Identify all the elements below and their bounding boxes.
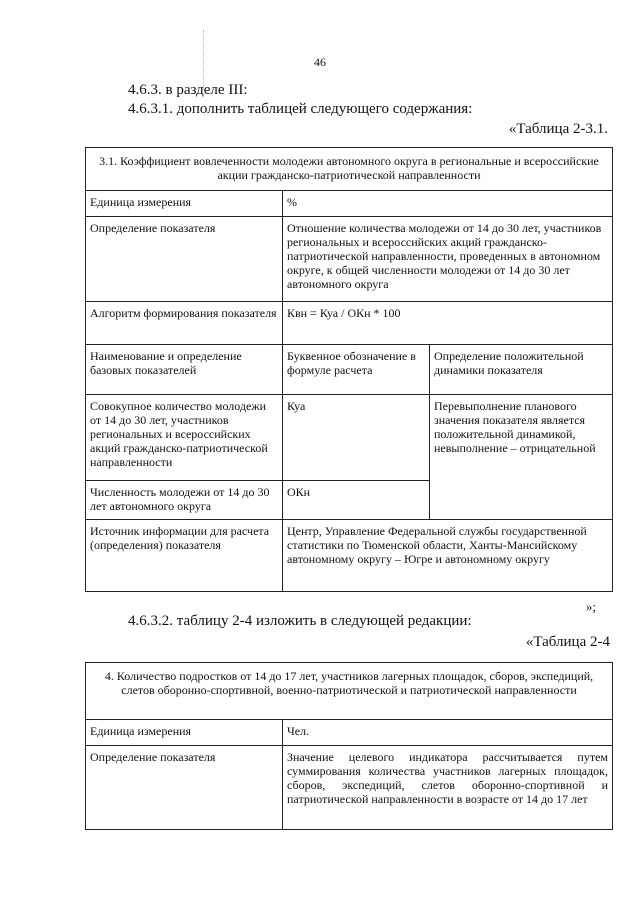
- algorithm-value: Квн = Куа / ОКн * 100: [283, 302, 613, 345]
- definition-value: Значение целевого индикатора рассчитывается путем суммирования количества участников лагерных площадок, сборов, экспедиций, слетов оборонно-спортивной и патриотической направленности в возрасте от 14 до 17 лет: [283, 746, 613, 830]
- empty-cell: [430, 481, 613, 520]
- base-indicators-label: Наименование и определение базовых показателей: [86, 345, 283, 395]
- unit-value: Чел.: [283, 720, 613, 746]
- section-heading: 4.6.3. в разделе III:: [128, 82, 248, 98]
- dynamics-column-header: Определение положительной динамики показателя: [430, 345, 613, 395]
- unit-value: %: [283, 191, 613, 217]
- page-number: 46: [314, 55, 326, 69]
- source-label: Источник информации для расчета (определения) показателя: [86, 520, 283, 592]
- algorithm-label: Алгоритм формирования показателя: [86, 302, 283, 345]
- table-label: «Таблица 2-4: [525, 634, 610, 650]
- table-title: 4. Количество подростков от 14 до 17 лет, участников лагерных площадок, сборов, экспедиций, слетов оборонно-спортивной, военно-патриотической и патриотической направленности: [86, 663, 613, 720]
- table-closing-quote: »;: [585, 599, 596, 614]
- definition-label: Определение показателя: [86, 746, 283, 830]
- indicator-table-2-4: [85, 662, 613, 830]
- unit-label: Единица измерения: [86, 720, 283, 746]
- base-indicator-dynamics: Перевыполнение планового значения показателя является положительной динамикой, невыполнение – отрицательной: [430, 395, 613, 481]
- base-indicator-symbol: ОКн: [283, 481, 430, 520]
- unit-label: Единица измерения: [86, 191, 283, 217]
- base-indicator-symbol: Куа: [283, 395, 430, 481]
- base-indicator-name: Совокупное количество молодежи от 14 до 30 лет, участников региональных и всероссийских акций гражданско-патриотической направленности: [86, 395, 283, 481]
- base-indicator-name: Численность молодежи от 14 до 30 лет автономного округа: [86, 481, 283, 520]
- definition-value: Отношение количества молодежи от 14 до 30 лет, участников региональных и всероссийских акций гражданско-патриотической направленности, проведенных в автономном округе, к общей численности молодежи от 14 до 30 лет автономного округа: [283, 217, 613, 302]
- instruction-heading: 4.6.3.2. таблицу 2-4 изложить в следующей редакции:: [128, 613, 472, 629]
- table-label: «Таблица 2-3.1.: [508, 121, 608, 137]
- symbol-column-header: Буквенное обозначение в формуле расчета: [283, 345, 430, 395]
- table-title: 3.1. Коэффициент вовлеченности молодежи автономного округа в региональные и всероссийские акции гражданско-патриотической направленности: [86, 148, 613, 191]
- source-value: Центр, Управление Федеральной службы государственной статистики по Тюменской области, Ханты-Мансийскому автономному округу – Югре и автономному округу: [283, 520, 613, 592]
- indicator-table-3-1: [85, 147, 613, 592]
- instruction-heading: 4.6.3.1. дополнить таблицей следующего содержания:: [128, 101, 473, 117]
- definition-label: Определение показателя: [86, 217, 283, 302]
